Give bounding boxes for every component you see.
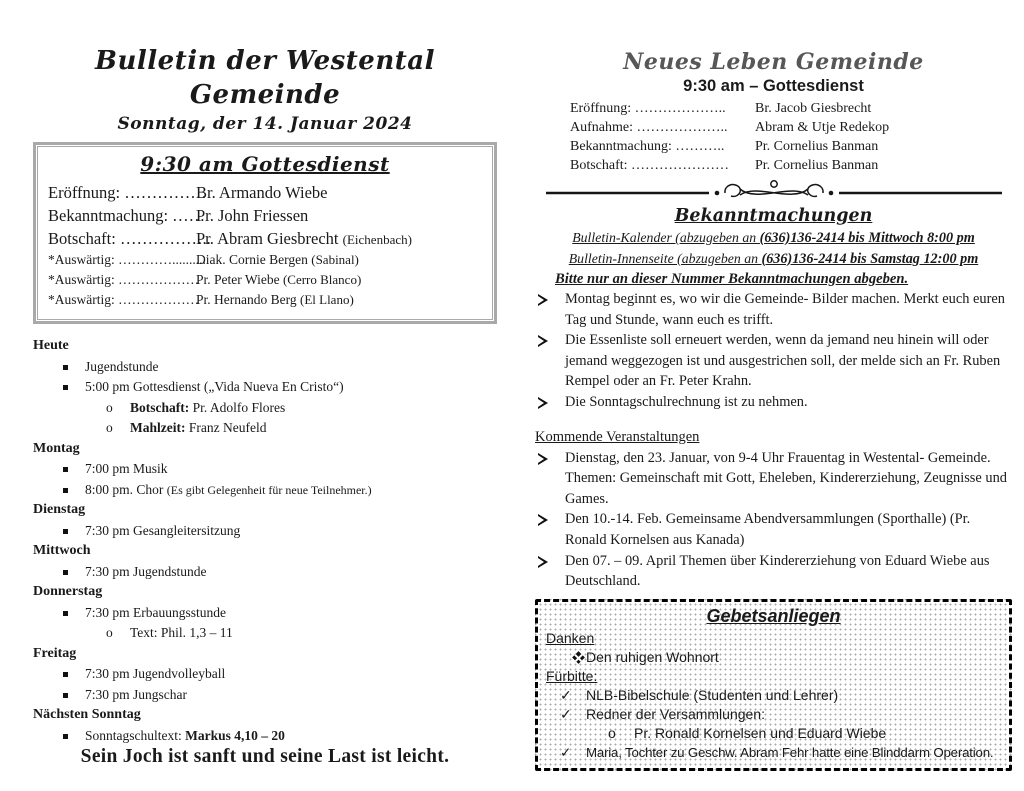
- announcements-list: [535, 289, 1012, 413]
- circle-bullet-icon: o: [608, 724, 616, 741]
- check-bullet-icon: ✓: [560, 744, 571, 760]
- schedule-item: Sonntagschultext: Markus 4,10 – 20: [33, 726, 497, 747]
- fuerbitte-label: Fürbitte:: [546, 667, 598, 684]
- prayer-heading: Gebetsanliegen: [706, 605, 841, 626]
- service-row-value: Br. Jacob Giesbrecht: [755, 101, 872, 116]
- service-row-value: Abram & Utje Redekop: [755, 120, 890, 135]
- bulletin-note: Bitte nur an dieser Nummer Bekanntmachungen abgeben.: [555, 271, 909, 287]
- square-bullet-icon: [63, 529, 68, 534]
- day-heading-mittwoch: Mittwoch: [33, 543, 91, 558]
- announcements-heading: Bekanntmachungen: [674, 206, 873, 226]
- service-row: Eröffnung: ……………….. Br. Jacob Giesbrecht: [570, 101, 872, 116]
- schedule-subitem: o Text: Phil. 1,3 – 11: [33, 623, 497, 644]
- schedule-item: 7:30 pm Jugendvolleyball: [33, 664, 497, 685]
- bulletin-deadline-line: Bulletin-Innenseite (abzugeben an (636)136-2414 bis Samstag 12:00 pm: [568, 250, 979, 267]
- event-item: Den 07. – 09. April Themen über Kindererziehung von Eduard Wiebe aus Deutschland.: [535, 551, 1012, 592]
- neues-leben-column: [535, 48, 1012, 771]
- schedule-item: 7:30 pm Jungschar: [33, 685, 497, 706]
- square-bullet-icon: [63, 570, 68, 575]
- event-item: Dienstag, den 23. Januar, von 9-4 Uhr Frauentag in Westental- Gemeinde. Themen: Gemeinschaft mit Gott, Eheleben, Kindererziehung, Zeugnisse und Games.: [535, 448, 1012, 510]
- right-service-rows: [570, 99, 1012, 175]
- day-heading-freitag: Freitag: [33, 645, 77, 661]
- service-row-label: Eröffnung: ……………: [48, 183, 207, 202]
- westental-column: [33, 44, 497, 746]
- diamond-bullet-icon: [572, 651, 585, 664]
- schedule-item: 7:30 pm Gesangleitersitzung: [33, 521, 497, 542]
- service-box: [33, 142, 497, 324]
- service-row-label: *Auswärtig: ………………: [48, 292, 200, 307]
- right-subtitle: 9:30 am – Gottesdienst: [683, 77, 864, 95]
- arrow-bullet-icon: [538, 397, 548, 409]
- service-row-value: Pr. Hernando Berg (El Llano): [196, 292, 354, 307]
- square-bullet-icon: [63, 365, 68, 370]
- flourish-divider: [535, 178, 1012, 204]
- schedule-item-note: (Es gibt Gelegenheit für neue Teilnehmer.): [166, 482, 372, 497]
- circle-bullet-icon: o: [106, 399, 113, 415]
- square-bullet-icon: [63, 693, 68, 698]
- bulletin-deadline-line: Bulletin-Kalender (abzugeben an (636)136-2414 bis Mittwoch 8:00 pm: [572, 230, 975, 246]
- prayer-item: Den ruhigen Wohnort: [546, 648, 1001, 667]
- left-title: Bulletin der Westental Gemeinde: [95, 46, 435, 110]
- service-row-value: Pr. Peter Wiebe (Cerro Blanco): [196, 272, 362, 287]
- service-row-value: Br. Armando Wiebe: [196, 183, 328, 202]
- day-heading-heute: Heute: [33, 338, 69, 353]
- arrow-bullet-icon: [538, 556, 548, 568]
- prayer-box: [535, 599, 1012, 771]
- schedule-item: 7:30 pm Erbauungsstunde: [33, 603, 497, 624]
- weekly-schedule: [33, 336, 497, 746]
- square-bullet-icon: [63, 467, 68, 472]
- service-box-inner: [37, 146, 493, 320]
- announcement-item: Die Essenliste soll erneuert werden, wenn da jemand neu hinein will oder jemand weggezogen ist und ausgestrichen soll, der melde sich an Fr. Ruben Rempel oder an Fr. Peter Krahn.: [535, 330, 1012, 392]
- circle-bullet-icon: o: [106, 625, 113, 640]
- service-row: [48, 290, 482, 310]
- service-row: [48, 227, 482, 250]
- service-row: [48, 181, 482, 204]
- square-bullet-icon: [63, 672, 68, 677]
- arrow-bullet-icon: [538, 294, 548, 306]
- schedule-subitem: o Mahlzeit: Franz Neufeld: [33, 418, 497, 439]
- service-row-label: *Auswärtig: …………..........: [48, 252, 206, 267]
- service-heading: 9:30 am Gottesdienst: [140, 152, 390, 176]
- service-row-label: Botschaft: ……………..: [48, 229, 211, 248]
- announcement-item: Montag beginnt es, wo wir die Gemeinde- Bilder machen. Merkt euch euren Tag und Stunde, wann euch es trifft.: [535, 289, 1012, 330]
- service-row-value: Pr. Cornelius Banman: [755, 139, 879, 154]
- events-heading: Kommende Veranstaltungen: [535, 428, 700, 445]
- service-row: Botschaft: ………………… Pr. Cornelius Banman: [570, 158, 879, 173]
- danken-label: Danken: [546, 629, 595, 646]
- schedule-subitem: o Botschaft: Pr. Adolfo Flores: [33, 398, 497, 419]
- service-row: [48, 204, 482, 227]
- service-row-value: Pr. John Friessen: [196, 206, 309, 225]
- service-row-note: (Eichenbach): [342, 232, 412, 247]
- service-row: Bekanntmachung: ……….. Pr. Cornelius Banman: [570, 139, 879, 154]
- arrow-bullet-icon: [538, 453, 548, 465]
- service-row-label: Bekanntmachung: ……: [48, 206, 206, 225]
- day-heading-montag: Montag: [33, 440, 80, 456]
- circle-bullet-icon: o: [106, 420, 113, 435]
- arrow-bullet-icon: [538, 335, 548, 347]
- announcement-item: Die Sonntagschulrechnung ist zu nehmen.: [535, 392, 1012, 413]
- prayer-item: ✓ Redner der Versammlungen:: [560, 705, 765, 722]
- service-row: [48, 250, 482, 270]
- left-subtitle: Sonntag, der 14. Januar 2024: [117, 114, 413, 134]
- square-bullet-icon: [63, 488, 68, 493]
- day-heading-naechsten-sonntag: Nächsten Sonntag: [33, 707, 141, 722]
- schedule-item: Jugendstunde: [33, 357, 497, 378]
- check-bullet-icon: ✓: [560, 705, 572, 722]
- square-bullet-icon: [63, 611, 68, 616]
- bottom-quote: Sein Joch ist sanft und seine Last ist leicht.: [80, 746, 450, 767]
- schedule-item: 5:00 pm Gottesdienst („Vida Nueva En Cristo“): [33, 377, 497, 398]
- service-row-note: (Sabinal): [311, 252, 359, 267]
- service-row-value: Pr. Cornelius Banman: [755, 158, 879, 173]
- prayer-item: ✓ Maria, Tochter zu Geschw. Abram Fehr hatte eine Blinddarm Operation.: [560, 744, 994, 760]
- schedule-item: 8:00 pm. Chor (Es gibt Gelegenheit für neue Teilnehmer.): [33, 480, 497, 501]
- service-row-value: Pr. Abram Giesbrecht (Eichenbach): [196, 229, 412, 248]
- service-row-note: (El Llano): [300, 292, 354, 307]
- day-heading-donnerstag: Donnerstag: [33, 584, 103, 599]
- service-row: [48, 270, 482, 290]
- prayer-subitem: o Pr. Ronald Kornelsen und Eduard Wiebe: [608, 724, 887, 741]
- events-list: [535, 448, 1012, 592]
- service-row-label: *Auswärtig: ………………: [48, 272, 200, 287]
- right-title: Neues Leben Gemeinde: [623, 49, 924, 75]
- square-bullet-icon: [63, 734, 68, 739]
- day-heading-dienstag: Dienstag: [33, 502, 86, 517]
- prayer-item: ✓ NLB-Bibelschule (Studenten und Lehrer): [560, 686, 839, 703]
- arrow-bullet-icon: [538, 514, 548, 526]
- flourish-divider-icon: [544, 178, 1004, 204]
- check-bullet-icon: ✓: [560, 686, 572, 703]
- service-row-note: (Cerro Blanco): [282, 272, 362, 287]
- schedule-item: 7:00 pm Musik: [33, 459, 497, 480]
- service-row-value: Diak. Cornie Bergen (Sabinal): [196, 252, 359, 267]
- service-row: Aufnahme: ……………….. Abram & Utje Redekop: [570, 120, 890, 135]
- square-bullet-icon: [63, 385, 68, 390]
- schedule-item: 7:30 pm Jugendstunde: [33, 562, 497, 583]
- event-item: Den 10.-14. Feb. Gemeinsame Abendversammlungen (Sporthalle) (Pr. Ronald Kornelsen aus Kanada): [535, 509, 1012, 550]
